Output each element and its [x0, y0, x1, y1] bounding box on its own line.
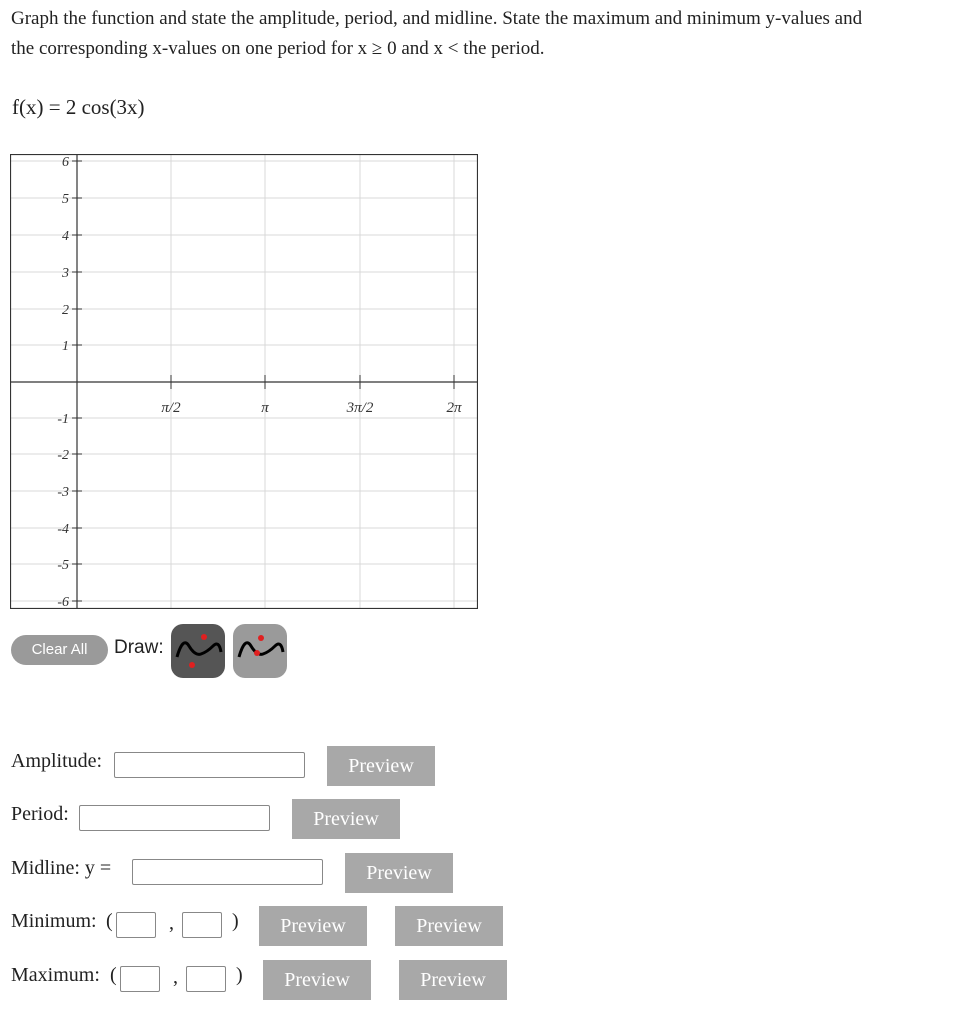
y-tick-label: -6	[57, 595, 69, 609]
maximum-row	[11, 960, 511, 996]
y-tick-label: -5	[57, 558, 69, 573]
question-line-2: the corresponding x-values on one period for x ≥ 0 and x < the period.	[11, 38, 545, 59]
y-tick-label: -3	[57, 485, 69, 500]
y-tick-label: -2	[57, 448, 69, 463]
maximum-y-preview-button[interactable]: Preview	[399, 960, 507, 1000]
x-tick-label: 2π	[446, 400, 462, 416]
amplitude-preview-button[interactable]: Preview	[327, 746, 435, 786]
sine-tool-button[interactable]	[171, 624, 225, 678]
y-tick-label: -1	[57, 412, 69, 427]
period-row	[11, 799, 411, 835]
amplitude-row	[11, 746, 441, 782]
x-tick-label: 3π/2	[346, 400, 374, 416]
close-paren: )	[232, 910, 239, 932]
y-tick-label: 4	[62, 229, 69, 244]
minimum-y-input[interactable]	[182, 912, 222, 938]
y-tick-label: 1	[62, 339, 69, 354]
midline-label: Midline: y =	[11, 857, 112, 879]
maximum-x-preview-button[interactable]: Preview	[263, 960, 371, 1000]
comma: ,	[169, 912, 174, 934]
maximum-label: Maximum:	[11, 964, 100, 986]
x-tick-label: π/2	[161, 400, 181, 416]
wave-point-icon	[233, 624, 287, 678]
minimum-y-preview-button[interactable]: Preview	[395, 906, 503, 946]
minimum-x-input[interactable]	[116, 912, 156, 938]
open-paren: (	[106, 910, 113, 932]
amplitude-input[interactable]	[114, 752, 305, 778]
midline-preview-button[interactable]: Preview	[345, 853, 453, 893]
question-line-1: Graph the function and state the amplitude, period, and midline. State the maximum and minimum y-values and	[11, 8, 863, 29]
minimum-row	[11, 906, 511, 942]
x-tick-label: π	[261, 400, 269, 416]
comma: ,	[173, 966, 178, 988]
sine-wave-icon	[171, 624, 225, 678]
minimum-x-preview-button[interactable]: Preview	[259, 906, 367, 946]
minimum-label: Minimum:	[11, 910, 97, 932]
cosine-tool-button[interactable]	[233, 624, 287, 678]
midline-input[interactable]	[132, 859, 323, 885]
question-text	[11, 4, 956, 64]
period-preview-button[interactable]: Preview	[292, 799, 400, 839]
clear-all-button[interactable]: Clear All	[11, 635, 108, 665]
y-tick-label: 3	[62, 266, 69, 281]
draw-label: Draw:	[114, 637, 164, 658]
function-expression: f(x) = 2 cos(3x)	[12, 95, 145, 119]
period-input[interactable]	[79, 805, 270, 831]
graph-canvas[interactable]	[10, 154, 478, 609]
amplitude-label: Amplitude:	[11, 750, 103, 772]
graph-controls	[11, 624, 311, 678]
midline-row	[11, 853, 461, 889]
period-label: Period:	[11, 803, 69, 825]
y-tick-label: 2	[62, 303, 69, 318]
y-tick-label: 5	[62, 192, 69, 207]
y-tick-label: -4	[57, 522, 69, 537]
maximum-y-input[interactable]	[186, 966, 226, 992]
maximum-x-input[interactable]	[120, 966, 160, 992]
open-paren: (	[110, 964, 117, 986]
y-tick-label: 6	[62, 155, 69, 170]
close-paren: )	[236, 964, 243, 986]
